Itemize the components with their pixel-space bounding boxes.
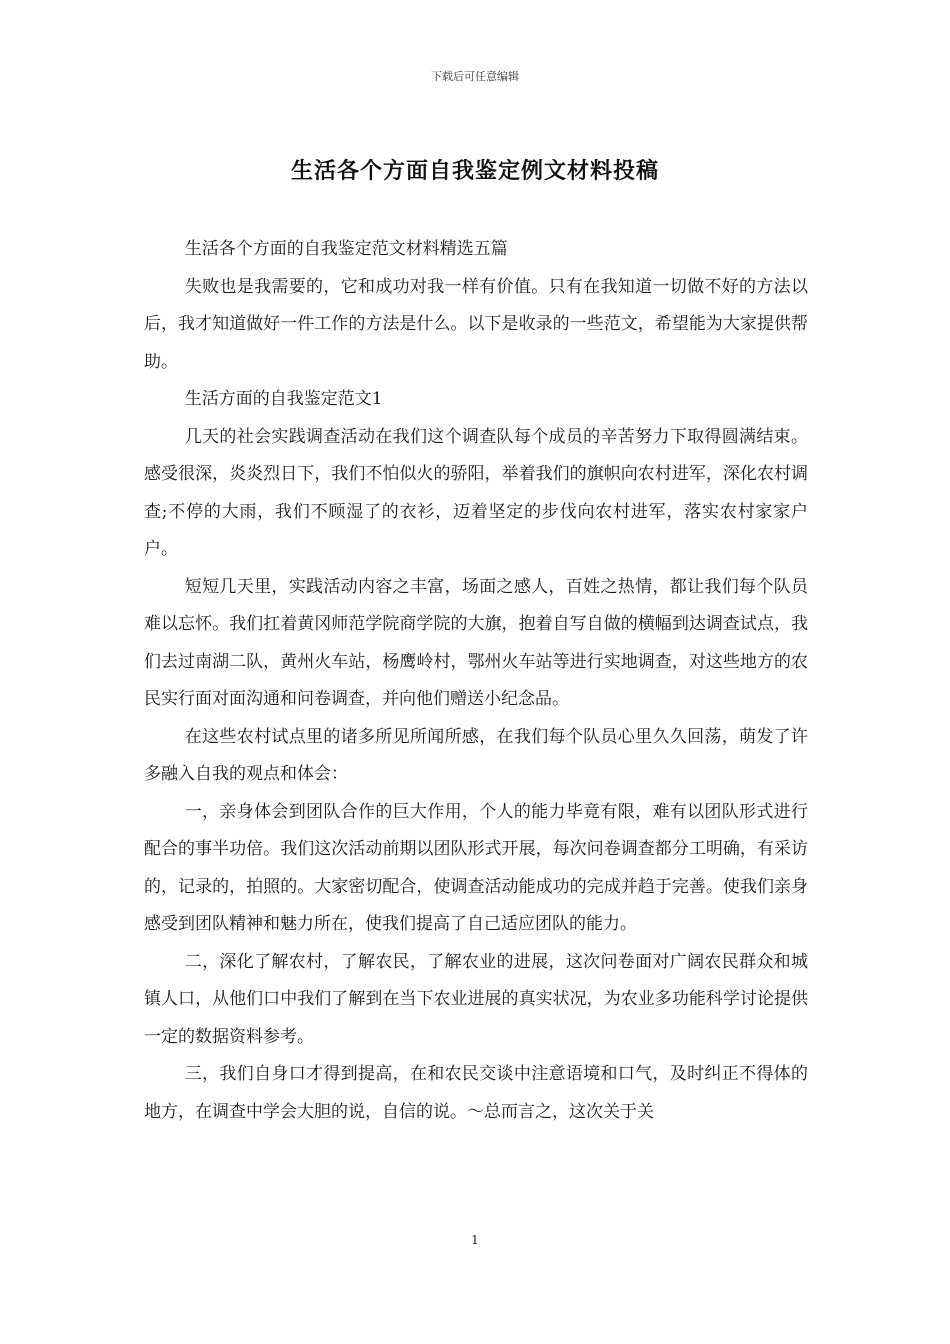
document-title: 生活各个方面自我鉴定例文材料投稿 <box>290 159 659 184</box>
paragraph: 失败也是我需要的，它和成功对我一样有价值。只有在我知道一切做不好的方法以后，我才知道做好一件工作的方法是什么。以下是收录的一些范文，希望能为大家提供帮助。 <box>144 276 808 372</box>
section-heading: 生活方面的自我鉴定范文1 <box>184 389 383 409</box>
paragraph: 三，我们自身口才得到提高，在和农民交谈中注意语境和口气，及时纠正不得体的地方，在调查中学会大胆的说，自信的说。～总而言之，这次关于关 <box>144 1064 808 1122</box>
paragraph: 几天的社会实践调查活动在我们这个调查队每个成员的辛苦努力下取得圆满结束。感受很深，炎炎烈日下，我们不怕似火的骄阳，举着我们的旗帜向农村进军，深化农村调查;不停的大雨，我们不顾湿了的衣衫，迈着坚定的步伐向农村进军，落实农村家家户户。 <box>144 426 808 559</box>
paragraph: 一，亲身体会到团队合作的巨大作用，个人的能力毕竟有限，难有以团队形式进行配合的事半功倍。我们这次活动前期以团队形式开展，每次问卷调查都分工明确，有采访的，记录的，拍照的。大家密切配合，使调查活动能成功的完成并趋于完善。使我们亲身感受到团队精神和魅力所在，使我们提高了自己适应团队的能力。 <box>144 801 808 934</box>
page-number: 1 <box>471 1233 479 1247</box>
document-body <box>144 231 808 1131</box>
header-note: 下载后可任意编辑 <box>431 70 519 83</box>
paragraph: 二，深化了解农村，了解农民，了解农业的进展，这次问卷面对广阔农民群众和城镇人口，从他们口中我们了解到在当下农业进展的真实状况，为农业多功能科学讨论提供一定的数据资料参考。 <box>144 951 808 1047</box>
paragraph: 短短几天里，实践活动内容之丰富，场面之感人，百姓之热情，都让我们每个队员难以忘怀。我们扛着黄冈师范学院商学院的大旗，抱着自写自做的横幅到达调查试点，我们去过南湖二队，黄州火车站，杨鹰岭村，鄂州火车站等进行实地调查，对这些地方的农民实行面对面沟通和问卷调查，并向他们赠送小纪念品。 <box>144 576 808 709</box>
paragraph: 在这些农村试点里的诸多所见所闻所感，在我们每个队员心里久久回荡，萌发了许多融入自我的观点和体会： <box>144 726 808 784</box>
intro-heading: 生活各个方面的自我鉴定范文材料精选五篇 <box>184 239 508 259</box>
